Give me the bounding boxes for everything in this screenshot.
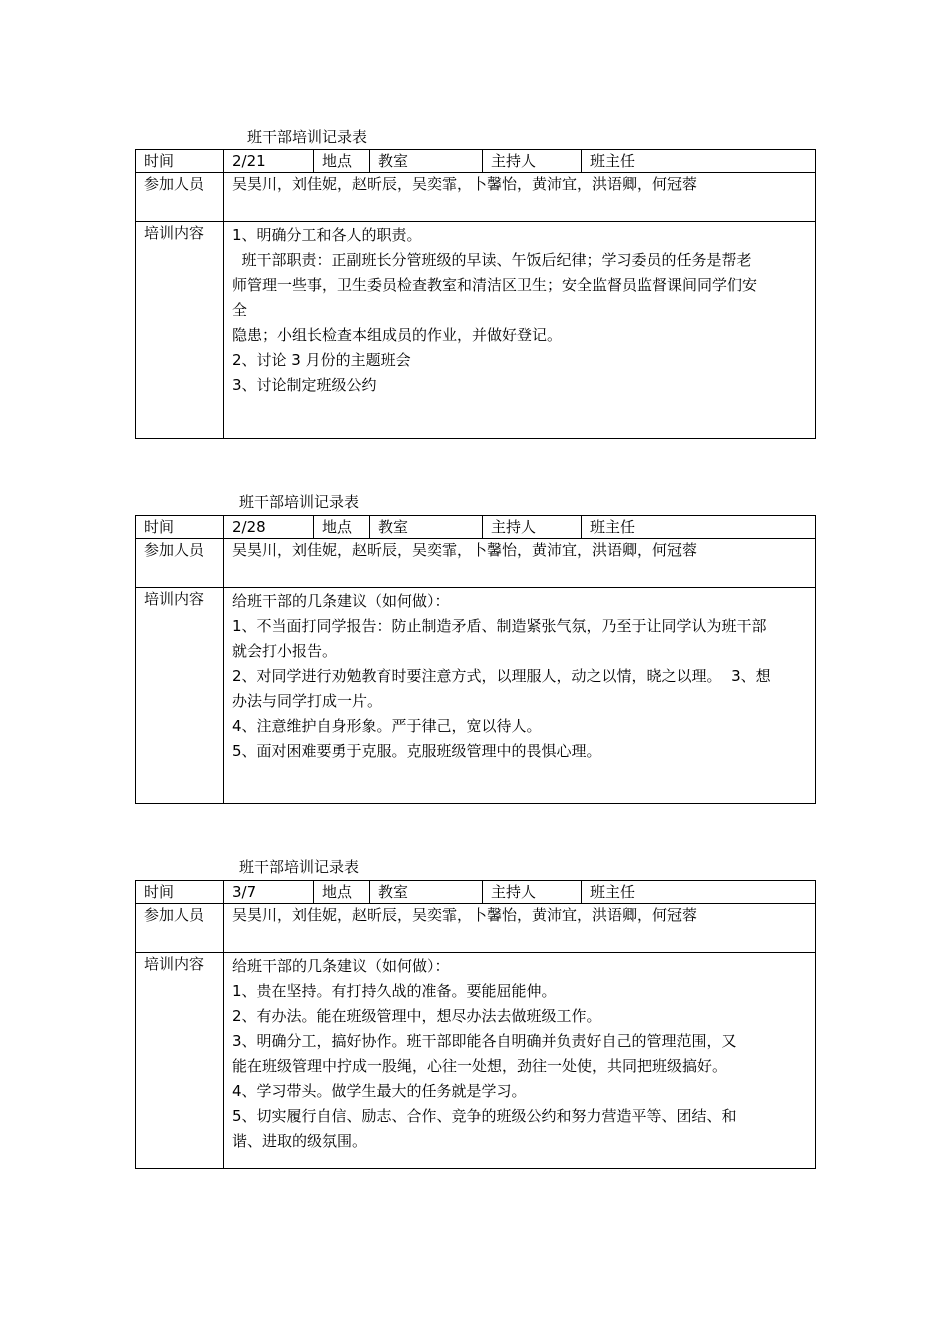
content-value [224,222,816,439]
host-label: 主持人 [483,881,582,904]
time-label: 时间 [136,516,224,539]
content-line: 全 [232,301,248,319]
content-line: 给班干部的几条建议（如何做）： [232,957,450,975]
content-line: 2、有办法。能在班级管理中，想尽办法去做班级工作。 [232,1007,602,1025]
record-title: 班干部培训记录表 [239,493,360,511]
host-value: 班主任 [582,150,816,173]
content-line: 2、对同学进行劝勉教育时要注意方式，以理服人，动之以情，晓之以理。 3、想 [232,667,771,685]
participants-label: 参加人员 [136,904,224,953]
place-label: 地点 [314,881,370,904]
content-line: 能在班级管理中拧成一股绳，心往一处想，劲往一处使，共同把班级搞好。 [232,1057,728,1075]
content-line: 1、不当面打同学报告：防止制造矛盾、制造紧张气氛，乃至于让同学认为班干部 [232,617,767,635]
participants-value: 吴昊川，刘佳妮，赵昕辰，吴奕霏，卜馨怡，黄沛宜，洪语卿，何冠蓉 [224,904,816,953]
participants-row [136,904,816,953]
content-line: 1、明确分工和各人的职责。 [232,226,422,244]
content-line: 给班干部的几条建议（如何做）： [232,592,450,610]
participants-row [136,539,816,588]
content-line: 就会打小报告。 [232,642,338,660]
time-label: 时间 [136,150,224,173]
content-line: 办法与同学打成一片。 [232,692,383,710]
content-row [136,588,816,804]
record-title: 班干部培训记录表 [247,128,368,146]
content-row [136,222,816,439]
content-line: 4、注意维护自身形象。严于律己，宽以待人。 [232,717,542,735]
header-row [136,881,816,904]
content-label: 培训内容 [136,222,224,439]
content-line: 3、讨论制定班级公约 [232,376,377,394]
content-line: 班干部职责：正副班长分管班级的早读、午饭后纪律；学习委员的任务是帮老 [232,251,752,269]
place-value: 教室 [370,516,483,539]
content-line: 谐、进取的级氛围。 [232,1132,368,1150]
content-line: 师管理一些事，卫生委员检查教室和清洁区卫生；安全监督员监督课间同学们安 [232,276,758,294]
time-value: 2/21 [224,150,314,173]
place-value: 教室 [370,881,483,904]
record-table [135,515,816,804]
content-line: 5、切实履行自信、励志、合作、竞争的班级公约和努力营造平等、团结、和 [232,1107,737,1125]
time-value: 2/28 [224,516,314,539]
participants-row [136,173,816,222]
header-row [136,150,816,173]
host-value: 班主任 [582,881,816,904]
record-title: 班干部培训记录表 [239,858,360,876]
content-value [224,588,816,804]
content-line: 1、贵在坚持。有打持久战的准备。要能屈能伸。 [232,982,557,1000]
host-label: 主持人 [483,150,582,173]
content-line: 4、学习带头。做学生最大的任务就是学习。 [232,1082,527,1100]
place-label: 地点 [314,150,370,173]
header-row [136,516,816,539]
content-line: 3、明确分工，搞好协作。班干部即能各自明确并负责好自己的管理范围，又 [232,1032,737,1050]
content-line: 5、面对困难要勇于克服。克服班级管理中的畏惧心理。 [232,742,602,760]
content-row [136,953,816,1169]
content-label: 培训内容 [136,588,224,804]
time-label: 时间 [136,881,224,904]
place-label: 地点 [314,516,370,539]
place-value: 教室 [370,150,483,173]
participants-value: 吴昊川，刘佳妮，赵昕辰，吴奕霏，卜馨怡，黄沛宜，洪语卿，何冠蓉 [224,539,816,588]
content-value [224,953,816,1169]
content-line: 2、讨论 3 月份的主题班会 [232,351,411,369]
time-value: 3/7 [224,881,314,904]
content-line: 隐患；小组长检查本组成员的作业，并做好登记。 [232,326,563,344]
record-table [135,149,816,439]
host-value: 班主任 [582,516,816,539]
content-label: 培训内容 [136,953,224,1169]
participants-label: 参加人员 [136,173,224,222]
host-label: 主持人 [483,516,582,539]
participants-label: 参加人员 [136,539,224,588]
record-table [135,880,816,1169]
participants-value: 吴昊川，刘佳妮，赵昕辰，吴奕霏，卜馨怡，黄沛宜，洪语卿，何冠蓉 [224,173,816,222]
